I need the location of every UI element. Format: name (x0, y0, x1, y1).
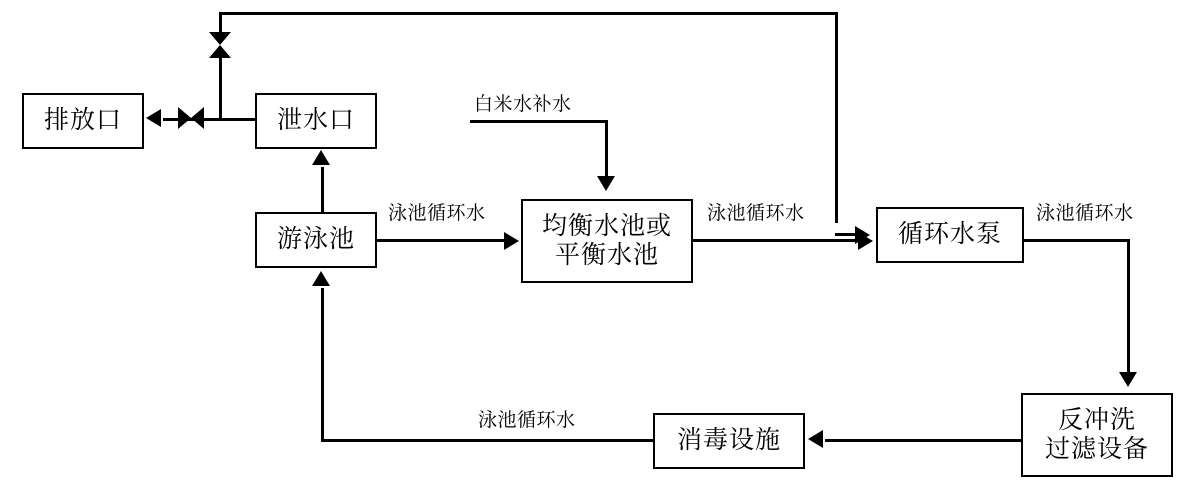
node-swimming-pool-label: 游泳池 (276, 226, 355, 254)
connector-top-return-horizontal (219, 12, 838, 15)
node-swimming-pool (255, 212, 377, 268)
node-circulation-pump (876, 207, 1024, 263)
connector-pump-to-filter-vertical (1127, 239, 1130, 374)
connector-valve-to-drain-line (219, 56, 222, 118)
arrow-filter-to-disinfect (808, 430, 823, 448)
connector-disinfect-to-pool-vertical (321, 288, 324, 441)
arrow-pump-to-filter (1119, 372, 1137, 387)
connector-filter-to-disinfect (825, 439, 1023, 442)
arrow-pool-to-balance (504, 232, 519, 250)
connector-top-return-right-vertical (835, 12, 838, 223)
arrow-balance-to-pump (858, 232, 873, 250)
node-backwash-filter-label-line2: 过滤设备 (1044, 436, 1149, 463)
connector-pool-to-drain (321, 167, 324, 214)
arrow-makeup-water-to-balance (597, 176, 615, 191)
node-drain-outlet-label: 泄水口 (276, 107, 355, 135)
arrow-to-discharge-outlet (146, 109, 161, 127)
connector-pump-to-filter-horizontal (1024, 239, 1130, 242)
node-circulation-pump-label: 循环水泵 (897, 221, 1002, 249)
node-balance-tank-label-line1: 均衡水池或 (541, 212, 672, 240)
node-balance-tank (521, 199, 693, 283)
valve-vertical-icon (209, 32, 231, 58)
connector-disinfect-to-pool-horizontal (321, 439, 655, 442)
node-backwash-filter-label-line1: 反冲洗 (1057, 406, 1136, 434)
label-disinfect-to-pool: 泳池循环水 (478, 410, 576, 431)
connector-balance-to-pump (693, 239, 860, 242)
node-disinfection-facility (653, 413, 805, 469)
node-backwash-filter (1021, 393, 1173, 477)
label-pump-to-filter: 泳池循环水 (1036, 203, 1134, 224)
node-balance-tank-label-line2: 平衡水池 (554, 242, 659, 269)
connector-makeup-water-vertical (605, 120, 608, 178)
valve-horizontal-icon (178, 107, 204, 129)
node-discharge-outlet (22, 93, 144, 149)
label-makeup-water: 白米水补水 (474, 94, 572, 115)
connector-pool-to-balance (377, 239, 505, 242)
arrow-disinfect-to-pool (312, 271, 330, 286)
node-disinfection-facility-label: 消毒设施 (676, 427, 781, 455)
label-pool-to-balance: 泳池循环水 (388, 203, 486, 224)
connector-makeup-water-horizontal (470, 120, 607, 123)
node-drain-outlet (255, 93, 377, 149)
node-discharge-outlet-label: 排放口 (43, 107, 122, 135)
arrow-pool-to-drain (312, 150, 330, 165)
label-balance-to-pump: 泳池循环水 (707, 203, 805, 224)
